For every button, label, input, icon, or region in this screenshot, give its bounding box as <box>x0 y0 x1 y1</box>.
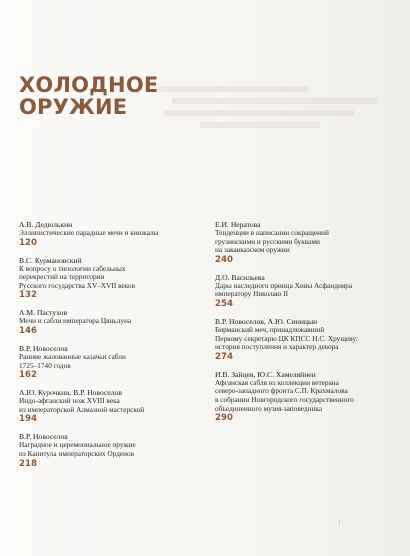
contents-entry[interactable] <box>19 432 199 469</box>
entry-page-number: 218 <box>19 458 37 469</box>
entry-title: Наградное и церемониальное оружие из Капитула императорских Орденов <box>19 440 136 458</box>
contents-entry[interactable] <box>215 370 395 424</box>
contents-entry[interactable] <box>215 273 395 310</box>
entry-title: Мечи и сабли императора Цяньлуна <box>19 316 132 326</box>
contents-column-left <box>19 220 199 477</box>
entry-author: И.В. Зайцев, Ю.С. Хамеляйнен <box>215 369 316 379</box>
contents-entry[interactable] <box>19 388 199 425</box>
contents-entry[interactable] <box>19 256 199 302</box>
entry-title: Индо-афганский нож XVIII века из императорской Алмазной мастерской <box>19 396 145 414</box>
entry-page-number: 194 <box>19 414 37 425</box>
show-through-text <box>150 84 388 134</box>
entry-title: Бирманский меч, принадлежавший Первому секретарю ЦК КПСС Н.С. Хрущеву: история поступления и характер декора <box>215 324 358 352</box>
entry-title: Эллинистические парадные мечи и кинжалы <box>19 228 159 237</box>
contents-entry[interactable] <box>19 344 199 381</box>
entry-page-number: 254 <box>215 298 233 309</box>
entry-author: Е.И. Нератова <box>215 220 261 229</box>
entry-title: Дары наследного принца Хивы Асфандияра императору Николаю II <box>215 280 353 299</box>
entry-page-number: 240 <box>215 254 233 265</box>
entry-title: Афганская сабля из коллекции ветерана северо-западного фронта С.П. Крахмалова в собрании Новгородского государственного объединенного музея-заповедника <box>215 377 354 413</box>
contents-column-right <box>215 220 395 431</box>
entry-page-number: 162 <box>19 370 37 381</box>
entry-author: В.Р. Новоселов, А.Ю. Синицын <box>215 316 318 326</box>
entry-title: К вопросу о типологии сабельных перекрестий на территории Русского государства XV–XVII веков <box>19 263 136 290</box>
section-title-line-1: ХОЛОДНОЕ <box>19 73 159 97</box>
entry-author: В.Р. Новоселов <box>19 343 68 353</box>
entry-page-number: 274 <box>215 351 233 362</box>
section-title <box>19 74 158 118</box>
entry-page-number: 120 <box>19 237 37 248</box>
entry-author: А.Ю. Курочкин, В.Р. Новоселов <box>19 388 122 398</box>
entry-page-number: 290 <box>215 413 233 424</box>
page-mark <box>339 519 343 526</box>
entry-title: Тенденции в написании сокращений грузинскими и русскими буквами на закавказском оружии <box>215 228 329 255</box>
entry-author: А.В. Дедюлькин <box>19 220 73 229</box>
contents-entry[interactable] <box>19 308 199 337</box>
entry-author: В.С. Курмановский <box>19 255 82 265</box>
entry-author: А.М. Пастухов <box>19 308 68 318</box>
entry-author: Д.О. Васильева <box>215 272 265 282</box>
entry-page-number: 146 <box>19 325 37 336</box>
entry-author: В.Р. Новоселов <box>19 432 68 442</box>
contents-entry[interactable] <box>215 220 395 266</box>
entry-title: Ранние жалованные казачьи сабли 1725–1740 годов <box>19 351 126 370</box>
section-title-line-2: ОРУЖИЕ <box>19 95 128 119</box>
contents-entry[interactable] <box>19 220 199 249</box>
contents-entry[interactable] <box>215 317 395 363</box>
entry-page-number: 132 <box>19 290 37 301</box>
